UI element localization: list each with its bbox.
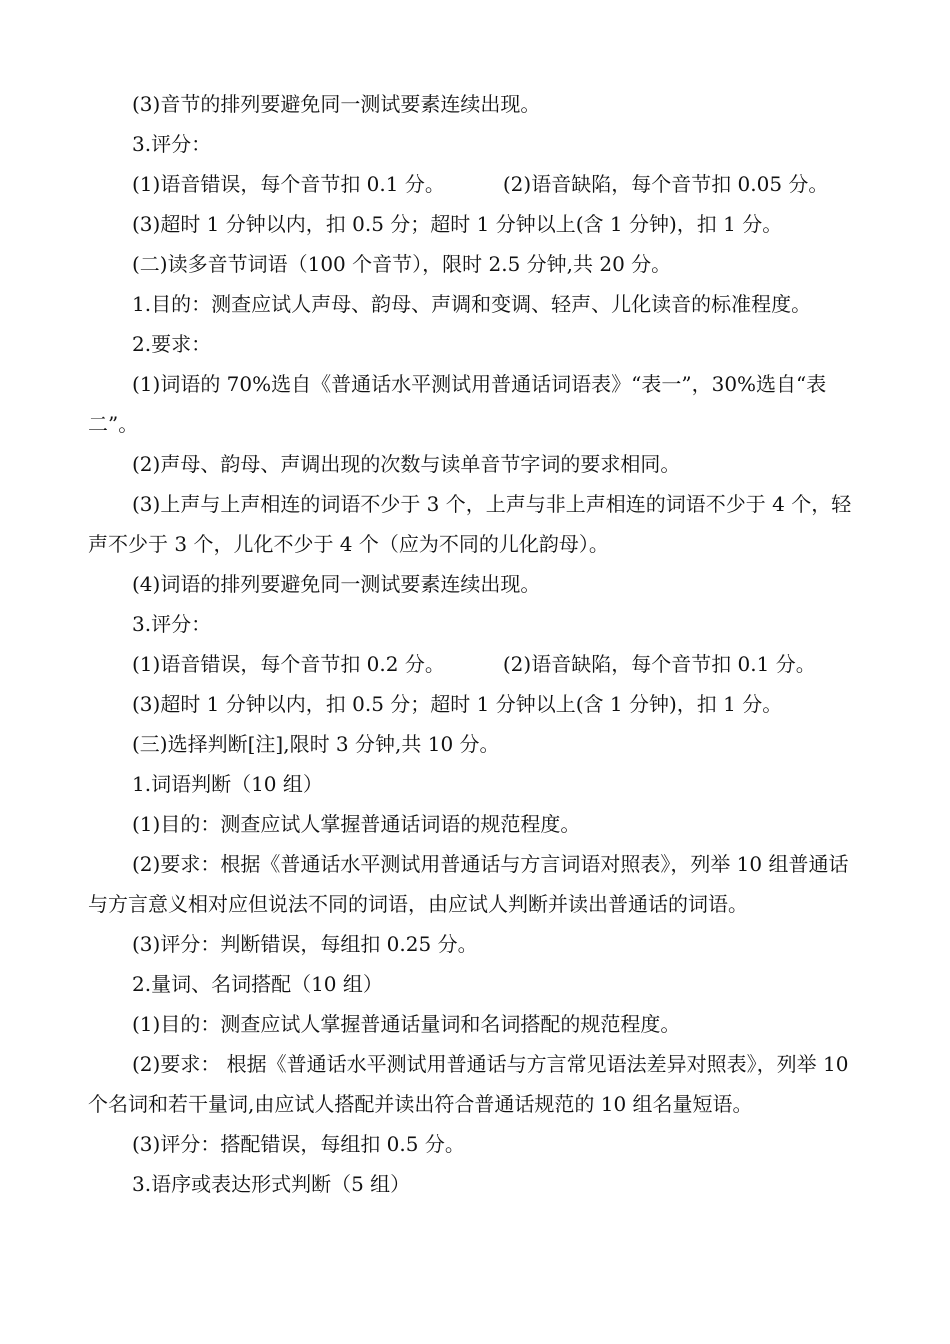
paragraph-overtime-2: (3)超时 1 分钟以内，扣 0.5 分；超时 1 分钟以上(含 1 分钟)，扣 1 分。 [132,692,783,716]
scoring-defect-item: (2)语音缺陷，每个音节扣 0.05 分。 [502,172,829,196]
paragraph-scoring-matching: (3)评分：搭配错误，每组扣 0.5 分。 [132,1132,465,1156]
paragraph-purpose-2: (1)目的：测查应试人掌握普通话词语的规范程度。 [132,812,581,836]
paragraph-scoring-judgment: (3)评分：判断错误，每组扣 0.25 分。 [132,932,478,956]
paragraph-requirement-frequency: (2)声母、韵母、声调出现的次数与读单音节字词的要求相同。 [132,452,681,476]
paragraph-scoring-errors-1 [88,164,868,204]
paragraph-purpose-3: (1)目的：测查应试人掌握普通话量词和名词搭配的规范程度。 [132,1012,681,1036]
paragraph-purpose-1: 1.目的：测查应试人声母、韵母、声调和变调、轻声、儿化读音的标准程度。 [132,292,812,316]
section-heading-multisyllable: (二)读多音节词语（100 个音节），限时 2.5 分钟,共 20 分。 [132,252,672,276]
paragraph-syllable-order: (3)音节的排列要避免同一测试要素连续出现。 [132,92,541,116]
section-heading-choice: (三)选择判断[注],限时 3 分钟,共 10 分。 [132,732,500,756]
scoring-defect-item: (2)语音缺陷，每个音节扣 0.1 分。 [502,652,816,676]
subheading-word-order: 3.语序或表达形式判断（5 组） [132,1172,411,1196]
paragraph-requirement-dialect: (2)要求：根据《普通话水平测试用普通话与方言词语对照表》，列举 10 组普通话与方言意义相对应但说法不同的词语，由应试人判断并读出普通话的词语。 [88,852,849,916]
heading-requirements-1: 2.要求： [132,332,212,356]
scoring-error-item: (1)语音错误，每个音节扣 0.1 分。 [132,172,445,196]
subheading-measure-words: 2.量词、名词搭配（10 组） [132,972,383,996]
scoring-error-item: (1)语音错误，每个音节扣 0.2 分。 [132,652,445,676]
paragraph-requirement-grammar: (2)要求： 根据《普通话水平测试用普通话与方言常见语法差异对照表》，列举 10 个名词和若干量词,由应试人搭配并读出符合普通话规范的 10 组名量短语。 [88,1052,849,1116]
paragraph-scoring-errors-2 [88,644,868,684]
document-page [88,84,868,1204]
paragraph-requirement-source: (1)词语的 70%选自《普通话水平测试用普通话词语表》“表一”，30%选自“表二”。 [88,372,827,436]
heading-scoring-2: 3.评分： [132,612,212,636]
paragraph-requirement-tones: (3)上声与上声相连的词语不少于 3 个，上声与非上声相连的词语不少于 4 个，轻声不少于 3 个，儿化不少于 4 个（应为不同的儿化韵母）。 [88,492,852,556]
subheading-word-judgment: 1.词语判断（10 组） [132,772,323,796]
paragraph-requirement-order: (4)词语的排列要避免同一测试要素连续出现。 [132,572,541,596]
paragraph-overtime-1: (3)超时 1 分钟以内，扣 0.5 分；超时 1 分钟以上(含 1 分钟)，扣 1 分。 [132,212,783,236]
heading-scoring-1: 3.评分： [132,132,212,156]
